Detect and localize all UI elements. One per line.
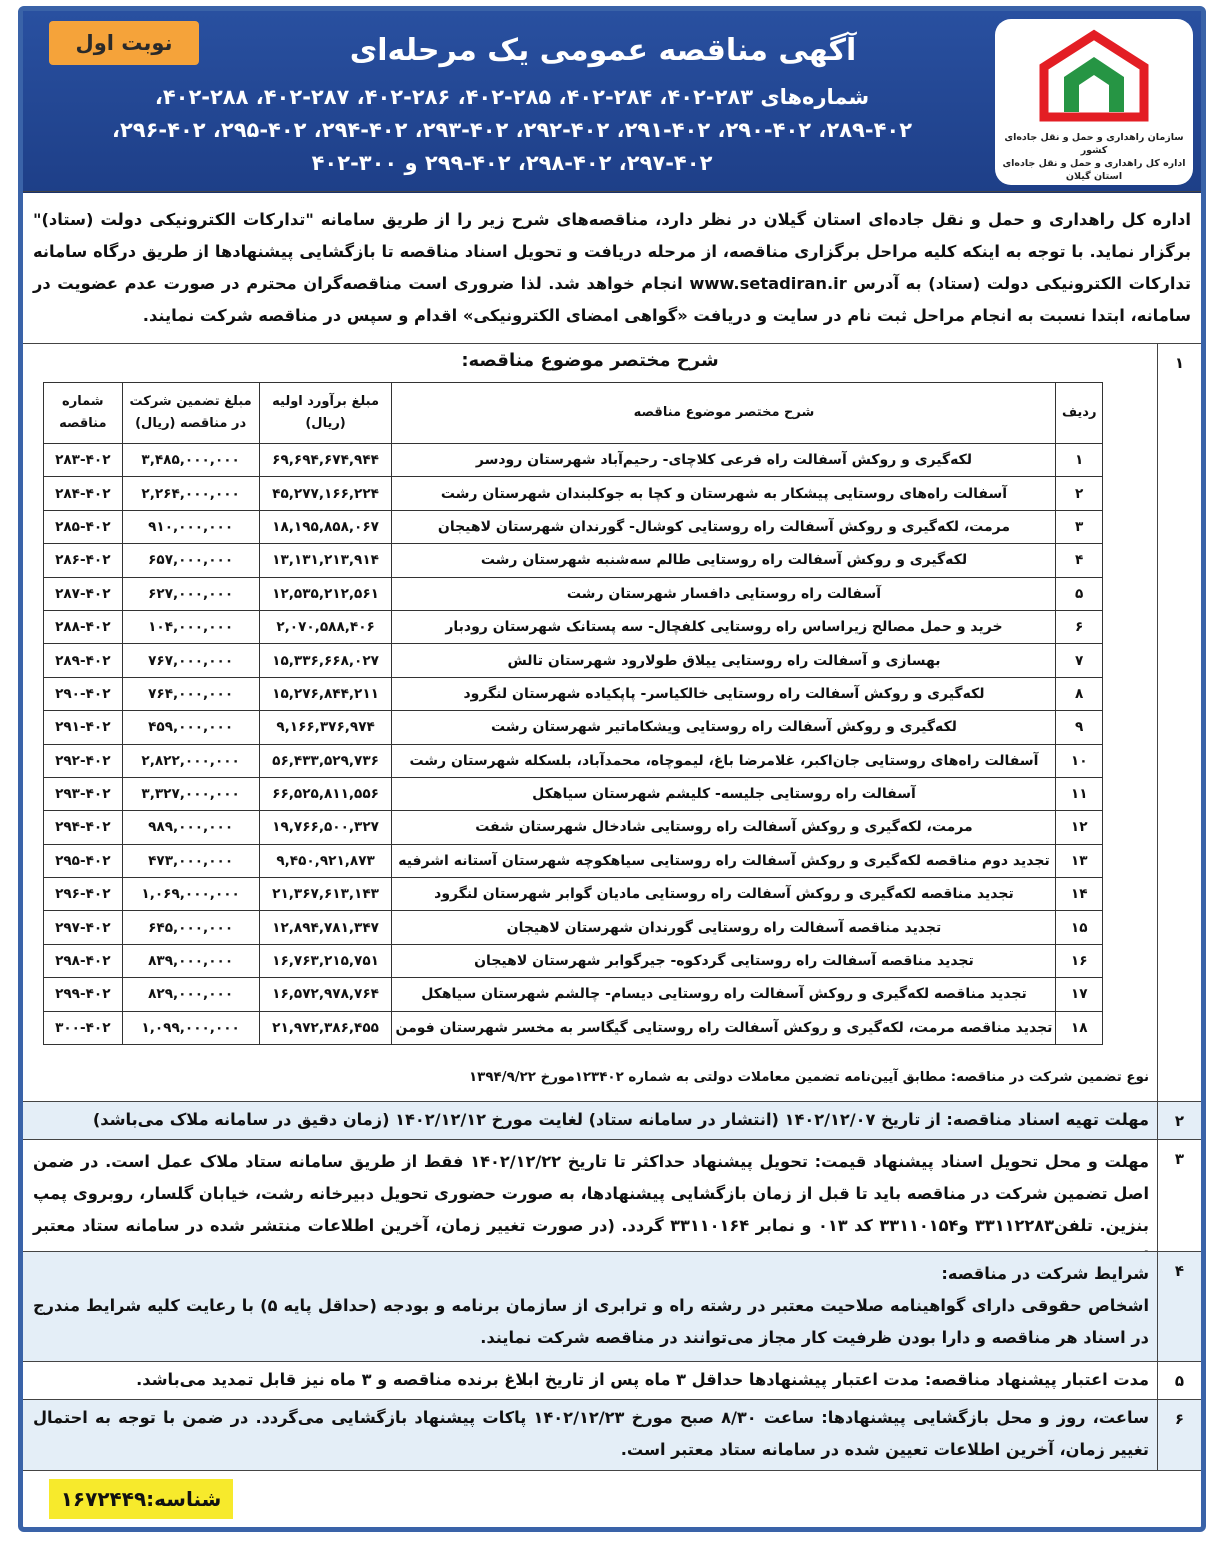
cell-estimate: ۱۸,۱۹۵,۸۵۸,۰۶۷ (259, 510, 392, 543)
cell-tender-number: ۲۹۶-۴۰۲ (44, 878, 123, 911)
tender-list-section (23, 343, 1201, 1101)
cell-tender-number: ۲۹۹-۴۰۲ (44, 978, 123, 1011)
cell-estimate: ۴۵,۲۷۷,۱۶۶,۲۲۴ (259, 477, 392, 510)
cell-estimate: ۶۹,۶۹۴,۶۷۴,۹۴۴ (259, 444, 392, 477)
table-header-row (44, 383, 1103, 444)
section-3 (23, 1139, 1201, 1251)
cell-description: لکه‌گیری و روکش آسفالت راه روستایی خالکیاسر- پاپکیاده شهرستان لنگرود (392, 677, 1056, 710)
cell-tender-number: ۲۸۳-۴۰۲ (44, 444, 123, 477)
cell-tender-number: ۲۸۵-۴۰۲ (44, 510, 123, 543)
section-5 (23, 1361, 1201, 1399)
cell-guarantee: ۷۶۴,۰۰۰,۰۰۰ (122, 677, 259, 710)
cell-description: بهسازی و آسفالت راه روستایی ییلاق طولارود شهرستان تالش (392, 644, 1056, 677)
cell-tender-number: ۲۹۷-۴۰۲ (44, 911, 123, 944)
cell-estimate: ۲۱,۹۷۲,۳۸۶,۴۵۵ (259, 1011, 392, 1044)
tender-list-subtitle: شرح مختصر موضوع مناقصه: (461, 350, 719, 371)
cell-guarantee: ۹۱۰,۰۰۰,۰۰۰ (122, 510, 259, 543)
cell-guarantee: ۴۷۳,۰۰۰,۰۰۰ (122, 844, 259, 877)
org-name-line: استان گیلان (1065, 171, 1123, 182)
cell-description: لکه‌گیری و روکش آسفالت راه فرعی کلاچای- رحیم‌آباد شهرستان رودسر (392, 444, 1056, 477)
cell-row-number: ۱ (1056, 444, 1103, 477)
cell-description: مرمت، لکه‌گیری و روکش آسفالت راه روستایی کوشال- گورندان شهرستان لاهیجان (392, 510, 1056, 543)
cell-tender-number: ۲۸۹-۴۰۲ (44, 644, 123, 677)
table-row (44, 944, 1103, 977)
table-row (44, 644, 1103, 677)
table-row (44, 477, 1103, 510)
cell-tender-number: ۲۹۰-۴۰۲ (44, 677, 123, 710)
table-row (44, 544, 1103, 577)
intro-text: اداره کل راهداری و حمل و نقل جاده‌ای استان گیلان در نظر دارد، مناقصه‌های شرح زیر را از طریق سامانه "تدارکات الکترونیکی دولت (ستاد)" برگزار نماید. با توجه به اینکه کلیه مراحل برگزاری مناقصه، از مرحله دریافت و تحویل اسناد مناقصه تا بازگشایی پیشنهادها از طریق درگاه سامانه تدارکات الکترونیکی دولت (ستاد) به آدرس www.setadiran.ir انجام خواهد شد. لذا ضروری است مناقصه‌گران محترم در صورت عدم عضویت در سامانه، ابتدا نسبت به انجام مراحل ثبت نام در سایت و دریافت «گواهی امضای الکترونیکی» اقدام و سپس در مناقصه شرکت نمایند. (33, 210, 1191, 325)
cell-estimate: ۶۶,۵۲۵,۸۱۱,۵۵۶ (259, 777, 392, 810)
cell-tender-number: ۲۹۴-۴۰۲ (44, 811, 123, 844)
table-row (44, 878, 1103, 911)
cell-description: آسفالت راه‌های روستایی پیشکار به شهرستان و کچا به جوکلبندان شهرستان رشت (392, 477, 1056, 510)
table-row (44, 510, 1103, 543)
table-row (44, 610, 1103, 643)
cell-row-number: ۱۷ (1056, 978, 1103, 1011)
cell-description: آسفالت راه روستایی جلیسه- کلیشم شهرستان سیاهکل (392, 777, 1056, 810)
advertisement-frame (18, 6, 1206, 1532)
section-number: ۱ (1157, 344, 1201, 1101)
table-row (44, 744, 1103, 777)
cell-row-number: ۱۸ (1056, 1011, 1103, 1044)
tender-numbers-line: ۲۸۹-۴۰۲، ۲۹۰-۴۰۲، ۲۹۱-۴۰۲، ۲۹۲-۴۰۲، ۲۹۳-۴۰۲، ۲۹۴-۴۰۲، ۲۹۵-۴۰۲، ۲۹۶-۴۰۲، (111, 118, 913, 142)
tender-numbers-line: ۲۹۷-۴۰۲، ۲۹۸-۴۰۲، ۲۹۹-۴۰۲ و ۳۰۰-۴۰۲ (311, 151, 713, 175)
cell-guarantee: ۶۲۷,۰۰۰,۰۰۰ (122, 577, 259, 610)
validity-text: مدت اعتبار پیشنهاد مناقصه: مدت اعتبار پیشنهادها حداقل ۳ ماه پس از تاریخ ابلاغ برنده مناقصه و ۳ ماه نیز قابل تمدید می‌باشد. (136, 1370, 1149, 1389)
cell-row-number: ۱۱ (1056, 777, 1103, 810)
cell-estimate: ۹,۱۶۶,۳۷۶,۹۷۴ (259, 711, 392, 744)
section-4 (23, 1251, 1201, 1361)
cell-guarantee: ۲,۸۲۲,۰۰۰,۰۰۰ (122, 744, 259, 777)
cell-tender-number: ۲۸۷-۴۰۲ (44, 577, 123, 610)
cell-description: تجدید مناقصه آسفالت راه روستایی گردکوه- جیرگوابر شهرستان لاهیجان (392, 944, 1056, 977)
org-name-line: سازمان راهداری و حمل و نقل جاده‌ای کشور (1004, 132, 1184, 156)
cell-row-number: ۱۲ (1056, 811, 1103, 844)
cell-guarantee: ۱,۰۶۹,۰۰۰,۰۰۰ (122, 878, 259, 911)
cell-tender-number: ۲۹۱-۴۰۲ (44, 711, 123, 744)
cell-row-number: ۱۶ (1056, 944, 1103, 977)
table-row (44, 978, 1103, 1011)
col-tender-number: شماره مناقصه (44, 383, 123, 444)
cell-description: خرید و حمل مصالح زیراساس راه روستایی کلفچال- سه پستانک شهرستان رودبار (392, 610, 1056, 643)
cell-tender-number: ۲۹۸-۴۰۲ (44, 944, 123, 977)
table-row (44, 911, 1103, 944)
section-number: ۳ (1157, 1140, 1201, 1251)
cell-guarantee: ۶۴۵,۰۰۰,۰۰۰ (122, 911, 259, 944)
table-row (44, 711, 1103, 744)
cell-estimate: ۲۱,۳۶۷,۶۱۳,۱۴۳ (259, 878, 392, 911)
participation-text: اشخاص حقوقی دارای گواهینامه صلاحیت معتبر در رشته راه و ترابری از سازمان برنامه و بودجه (حداقل پایه ۵) با رعایت کلیه شرایط مندرج در اسناد هر مناقصه و دارا بودن ظرفیت کار مجاز می‌توانند در مناقصه شرکت نمایند. (33, 1296, 1150, 1347)
cell-row-number: ۱۳ (1056, 844, 1103, 877)
col-description: شرح مختصر موضوع مناقصه (392, 383, 1056, 444)
cell-estimate: ۱۵,۳۳۶,۶۶۸,۰۲۷ (259, 644, 392, 677)
cell-description: تجدید دوم مناقصه لکه‌گیری و روکش آسفالت راه روستایی سیاهکوچه شهرستان آستانه اشرفیه (392, 844, 1056, 877)
cell-description: مرمت، لکه‌گیری و روکش آسفالت راه روستایی شادخال شهرستان شفت (392, 811, 1056, 844)
cell-estimate: ۱۹,۷۶۶,۵۰۰,۳۲۷ (259, 811, 392, 844)
cell-description: آسفالت راه روستایی دافسار شهرستان رشت (392, 577, 1056, 610)
cell-guarantee: ۹۸۹,۰۰۰,۰۰۰ (122, 811, 259, 844)
cell-row-number: ۱۴ (1056, 878, 1103, 911)
cell-row-number: ۱۰ (1056, 744, 1103, 777)
cell-description: آسفالت راه‌های روستایی جان‌اکبر، غلامرضا باغ، لیموچاه، محمدآباد، بلسکله شهرستان رشت (392, 744, 1056, 777)
cell-row-number: ۴ (1056, 544, 1103, 577)
table-row (44, 677, 1103, 710)
table-row (44, 777, 1103, 810)
cell-guarantee: ۶۵۷,۰۰۰,۰۰۰ (122, 544, 259, 577)
cell-estimate: ۱۵,۲۷۶,۸۴۴,۲۱۱ (259, 677, 392, 710)
table-row (44, 577, 1103, 610)
cell-guarantee: ۳,۳۲۷,۰۰۰,۰۰۰ (122, 777, 259, 810)
cell-guarantee: ۷۶۷,۰۰۰,۰۰۰ (122, 644, 259, 677)
document-deadline-text: مهلت تهیه اسناد مناقصه: از تاریخ ۱۴۰۲/۱۲/۰۷ (انتشار در سامانه ستاد) لغایت مورخ ۱۴۰۲/۱۲/۱۲ (زمان دقیق در سامانه ملاک می‌باشد) (92, 1110, 1149, 1129)
tender-table (43, 382, 1103, 1045)
cell-row-number: ۱۵ (1056, 911, 1103, 944)
col-guarantee: مبلغ تضمین شرکت در مناقصه (ریال) (122, 383, 259, 444)
cell-guarantee: ۸۲۹,۰۰۰,۰۰۰ (122, 978, 259, 1011)
cell-tender-number: ۲۸۴-۴۰۲ (44, 477, 123, 510)
participation-conditions (33, 1258, 1149, 1354)
cell-tender-number: ۲۸۸-۴۰۲ (44, 610, 123, 643)
cell-tender-number: ۲۹۳-۴۰۲ (44, 777, 123, 810)
cell-row-number: ۳ (1056, 510, 1103, 543)
cell-tender-number: ۲۹۲-۴۰۲ (44, 744, 123, 777)
table-row (44, 1011, 1103, 1044)
submission-deadline-text: مهلت و محل تحویل اسناد پیشنهاد قیمت: تحویل پیشنهاد حداکثر تا تاریخ ۱۴۰۲/۱۲/۲۲ فقط از طریق سامانه ستاد ملاک عمل است. در ضمن اصل تضمین شرکت در مناقصه باید تا قبل از زمان بازگشایی پیشنهادها، به صورت حضوری تحویل دبیرخانه رشت، خیابان گلسار، روبروی پمپ بنزین. تلفن۳۳۱۱۲۲۸۳ و۳۳۱۱۰۱۵۴ کد ۰۱۳ و نمابر ۳۳۱۱۰۱۶۴ گردد. (در صورت تغییر زمان، آخرین اطلاعات منتشر شده در سامانه ستاد معتبر (33, 1152, 1149, 1235)
cell-estimate: ۱۶,۷۶۳,۲۱۵,۷۵۱ (259, 944, 392, 977)
cell-description: تجدید مناقصه آسفالت راه روستایی گورندان شهرستان لاهیجان (392, 911, 1056, 944)
cell-tender-number: ۳۰۰-۴۰۲ (44, 1011, 123, 1044)
cell-row-number: ۷ (1056, 644, 1103, 677)
page-title: آگهی مناقصه عمومی یک مرحله‌ای (349, 33, 857, 68)
participation-heading: شرایط شرکت در مناقصه: (941, 1264, 1149, 1283)
section-2 (23, 1101, 1201, 1139)
cell-guarantee: ۳,۴۸۵,۰۰۰,۰۰۰ (122, 444, 259, 477)
cell-estimate: ۱۲,۵۳۵,۲۱۲,۵۶۱ (259, 577, 392, 610)
cell-estimate: ۵۶,۴۳۳,۵۲۹,۷۳۶ (259, 744, 392, 777)
road-organization-logo-icon (1034, 27, 1154, 127)
cell-description: تجدید مناقصه لکه‌گیری و روکش آسفالت راه روستایی مادیان گوابر شهرستان لنگرود (392, 878, 1056, 911)
cell-guarantee: ۲,۲۶۴,۰۰۰,۰۰۰ (122, 477, 259, 510)
cell-estimate: ۱۶,۵۷۲,۹۷۸,۷۶۴ (259, 978, 392, 1011)
section-number: ۵ (1157, 1362, 1201, 1399)
cell-row-number: ۲ (1056, 477, 1103, 510)
ad-identifier: شناسه:۱۶۷۲۴۴۹ (49, 1479, 233, 1519)
tender-numbers-line: شماره‌های ۲۸۳-۴۰۲، ۲۸۴-۴۰۲، ۲۸۵-۴۰۲، ۲۸۶-۴۰۲، ۲۸۷-۴۰۲، ۲۸۸-۴۰۲، (154, 85, 870, 109)
cell-row-number: ۹ (1056, 711, 1103, 744)
cell-row-number: ۶ (1056, 610, 1103, 643)
cell-tender-number: ۲۹۵-۴۰۲ (44, 844, 123, 877)
organization-logo-card (995, 19, 1193, 185)
cell-description: لکه‌گیری و روکش آسفالت راه روستایی طالم سه‌شنبه شهرستان رشت (392, 544, 1056, 577)
col-estimate: مبلغ برآورد اولیه (ریال) (259, 383, 392, 444)
table-row (44, 844, 1103, 877)
cell-estimate: ۱۲,۸۹۴,۷۸۱,۳۴۷ (259, 911, 392, 944)
cell-row-number: ۸ (1056, 677, 1103, 710)
intro-section (23, 191, 1201, 343)
cell-guarantee: ۸۳۹,۰۰۰,۰۰۰ (122, 944, 259, 977)
guarantee-note: نوع تضمین شرکت در مناقصه: مطابق آیین‌نامه تضمین معاملات دولتی به شماره ۱۲۳۴۰۲مورخ ۱۳۹۴/۹/۲۲ (468, 1070, 1149, 1085)
cell-guarantee: ۱۰۴,۰۰۰,۰۰۰ (122, 610, 259, 643)
cell-description: تجدید مناقصه مرمت، لکه‌گیری و روکش آسفالت راه روستایی گیگاسر به مخسر شهرستان فومن (392, 1011, 1056, 1044)
table-row (44, 811, 1103, 844)
cell-description: تجدید مناقصه لکه‌گیری و روکش آسفالت راه روستایی دیسام- چالشم شهرستان سیاهکل (392, 978, 1056, 1011)
col-row-number: ردیف (1056, 383, 1103, 444)
header-banner (23, 11, 1201, 193)
cell-estimate: ۲,۰۷۰,۵۸۸,۴۰۶ (259, 610, 392, 643)
tender-numbers (37, 81, 987, 180)
cell-guarantee: ۴۵۹,۰۰۰,۰۰۰ (122, 711, 259, 744)
org-name-line: اداره کل راهداری و حمل و نقل جاده‌ای (1002, 158, 1186, 169)
cell-row-number: ۵ (1056, 577, 1103, 610)
cell-estimate: ۹,۴۵۰,۹۲۱,۸۷۳ (259, 844, 392, 877)
cell-guarantee: ۱,۰۹۹,۰۰۰,۰۰۰ (122, 1011, 259, 1044)
cell-estimate: ۱۳,۱۳۱,۲۱۳,۹۱۴ (259, 544, 392, 577)
table-row (44, 444, 1103, 477)
opening-time-text: ساعت، روز و محل بازگشایی پیشنهادها: ساعت ۸/۳۰ صبح مورخ ۱۴۰۲/۱۲/۲۳ پاکات پیشنهاد بازگشایی می‌گردد. در ضمن با توجه به احتمال تغییر زمان، آخرین اطلاعات تعیین شده در سامانه ستاد معتبر است. (33, 1408, 1149, 1459)
section-number: ۴ (1157, 1252, 1201, 1361)
cell-description: لکه‌گیری و روکش آسفالت راه روستایی ویشکاماتیر شهرستان رشت (392, 711, 1056, 744)
cell-tender-number: ۲۸۶-۴۰۲ (44, 544, 123, 577)
section-number: ۶ (1157, 1400, 1201, 1470)
badge-first-round: نوبت اول (49, 21, 199, 65)
section-number: ۲ (1157, 1102, 1201, 1139)
section-6 (23, 1399, 1201, 1471)
